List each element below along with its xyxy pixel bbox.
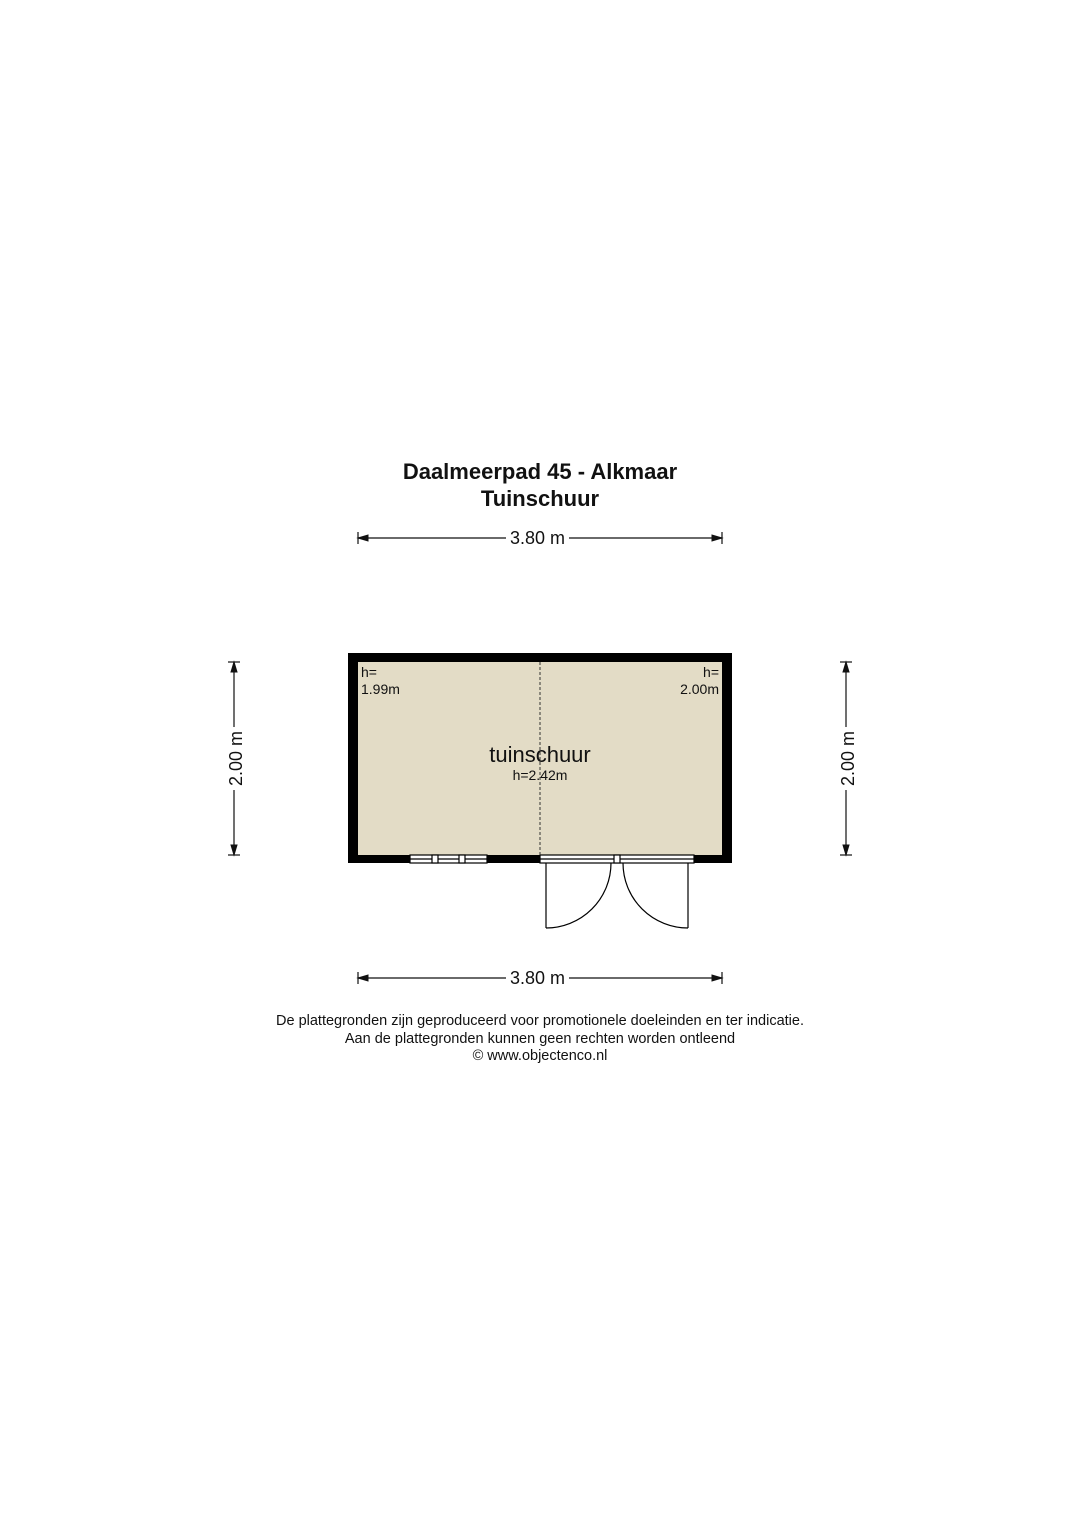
window <box>410 855 487 863</box>
left-height-label: h= <box>361 664 377 680</box>
right-depth-label: 2.00 m <box>838 727 859 790</box>
disclaimer-line-1: De plattegronden zijn geproduceerd voor promotionele doeleinden en ter indicatie. <box>276 1013 804 1029</box>
left-height-value: 1.99m <box>361 681 400 697</box>
copyright-line: © www.objectenco.nl <box>472 1048 608 1064</box>
double-door <box>540 855 694 928</box>
plan-floor-title: Tuinschuur <box>480 486 600 511</box>
room-name: tuinschuur <box>489 742 591 767</box>
plan-address-title: Daalmeerpad 45 - Alkmaar <box>402 459 678 484</box>
right-height-value: 2.00m <box>680 681 719 697</box>
right-height-label: h= <box>703 664 719 680</box>
room-height: h=2.42m <box>512 767 568 783</box>
bottom-width-label: 3.80 m <box>506 968 569 989</box>
left-depth-label: 2.00 m <box>226 727 247 790</box>
top-width-label: 3.80 m <box>506 528 569 549</box>
disclaimer-line-2: Aan de plattegronden kunnen geen rechten worden ontleend <box>344 1031 736 1047</box>
